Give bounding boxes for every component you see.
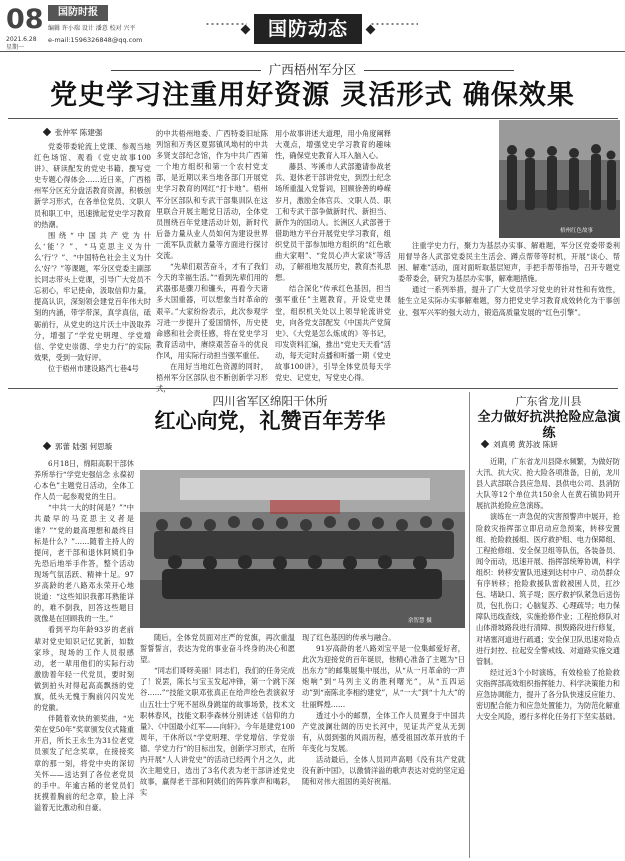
paragraph: 党委带委轮流上党课、参观当地红色场馆、观看《党史故事100讲》、研读配发的党史书籍、撰写党史专题心得体会……近日来，广西梧州军分区充分盘活教育资源，积极创新学习形式，在各单位党员、文职人员和职工中，迅速掀起党史学习教育的热潮。 (34, 142, 151, 229)
issue-date (6, 36, 37, 52)
issue-date-text: 2021.6.28 (6, 36, 37, 43)
section-title: 国防动态 (254, 14, 362, 44)
kicker-line-left (111, 70, 261, 71)
decorative-dots-left (205, 22, 247, 26)
paragraph: 近期，广东省龙川县降水频繁，为做好防大汛、抗大灾、抢大险各项准备，日前，龙川县人武部联合县应急局、县供电公司、县消防大队等12个单位共150余人在黄石镇协同开展抗洪抢险应急演练。 (476, 457, 620, 511)
divider-middle (8, 388, 618, 389)
paragraph: 位于梧州市建设路汽七巷4号 (48, 363, 139, 373)
story2-byline-text: 郭蕾 陆强 何思璇 (55, 442, 113, 451)
story2-column-1 (34, 458, 134, 856)
story2-column-3 (302, 632, 465, 856)
story1-byline (44, 128, 102, 138)
diamond-icon (43, 442, 51, 450)
paragraph: 藤县、岑溪市人武部邀请参战老兵、退休老干部讲党史，到烈士纪念场所重温入党誓词，回顾徐善的峥嵘岁月，激励全体官兵、文职人员、职工和专武干部争做新时代、新担当、新作为的国动人。长洲区人武部善于借助地方平台开展党史学习教育，组织党员干部参加地方组织的“红色歌曲大家唱”、“党员心声大家谈”等活动，了解祖地发展历史，教育杰礼思想。 (275, 162, 391, 283)
story3-kicker: 广东省龙川县 (515, 395, 582, 408)
soldiers-memorial-photo (499, 120, 620, 238)
paragraph: 6月18日，绵阳高职干部休养所举行“学党史强信念 永葆初心本色”主题党日活动，全体工作人员一起参观党的生日。 (34, 459, 134, 502)
contact-email: e-mail:1596326848@qq.com (48, 36, 143, 44)
paragraph: 看到平均年龄93岁的老前辈对党史知识记忆犹新，如数家珍，现场的工作人员很感动，老一辈用他们的实际行动激励着年轻一代党员，要时刻做到拍头对得起高高飘扬的党旗，低头无愧于胸前闪闪发光的党徽。 (34, 625, 134, 713)
story1-column-4-top (398, 128, 497, 240)
newspaper-logo: 国防时报 (48, 5, 108, 21)
story2-photo-caption: 余智慧 摄 (408, 618, 432, 624)
paragraph: 随后，全体党员面对庄严的党旗，再次重温誓誓誓言，表达为党的事业奋斗终身的决心和愿望。 (140, 633, 295, 665)
paragraph: “先辈们艰苦奋斗，才有了我们今天的幸福生活。”“看到先辈们用的武器那是骤刀和镰头，再看今天诸多大国重器，可以想象当时革命的艰辛。”大家纷纷表示，此次参观学习进一步提升了爱国情怀，历史使命感和社会责任感，将在党史学习教育活动中，赓续艰苦奋斗的优良作风，用实际行动担当强军重任。 (156, 262, 268, 360)
paragraph: 围绕“中国共产党为什么‘能’？”、“马克思主义为什么‘行’？”、“中国特色社会主义为什么‘好’？”等课题，军分区党委主副部长同志带头上党课，引导广大党员不忘初心，牢记使命，汲取信仰力量，提高认识，深刻领会建党百年伟大时刻的内涵，带学带深，真学真信，砥砺前行，从党史的这片沃土中汲取养分，增强了“学党史明理、学党增信、学党史崇德、学史力行”的实际效果，受到一致好评。 (34, 230, 151, 362)
diamond-icon (43, 128, 51, 136)
paragraph: “同志们哥呀美丽！同志们，我们的任务完成了！说罢，陈长与宝玉发起冲锋，第一个跳下深谷……”“技能文职邓张真正在给声绘色表演叙牙山五壮士宁死不屈纵身跳崖的故事场景，技术文职林春风，技能文职李森林分别讲述《信仰的力量》、《中国最小红军——向轩》。今年是建党100周年，干休所以“学党明理、学党增信、学党崇德、学党力行”的目标出发，创新学习形式，在所内开展“人人讲党史”的活动已经两个月之久，此次主题党日，选出了3名代表为老干部讲述党史故事，赢得老干部和阿姨们的阵阵掌声和喝彩，实 (140, 666, 295, 798)
story1-column-4 (398, 240, 620, 386)
paragraph: 活动最后，全体人员同声高唱《没有共产党就没有新中国》，以激情洋溢的歌声表达对党的坚定追随和对伟大祖国的美好祝福。 (302, 755, 465, 787)
paragraph: “中共一大的时间是？”“中共最早的马克思主义者是谁？”“党的最高理想和最终目标是什么？”……随着主持人的提问，老干部和退休阿姨们争先恐后地举手作答，整个活动现场气氛活跃、精神十足。97岁高龄的老八路邓永荣开心地说道：“这些知识我都耳熟能详的，难不倒我，回答这些题目就像是在回顾我的一生。” (34, 503, 134, 624)
story3-column-1 (476, 456, 620, 856)
story1-column-3 (275, 128, 391, 386)
story1-byline-text: 张仲军 陈建强 (55, 128, 103, 137)
story1-column-1 (34, 141, 151, 386)
page-number: 08 (6, 4, 44, 35)
paragraph: 经过近3个小时演练，有效检验了抢险救灾指挥部高效组织指挥能力、科学决策能力和应急协调能力，提升了各分队快速反应能力、密切配合能力和应急处置能力，为防范化解重大安全风险，遏行多样化任务打下坚实基础。 (476, 667, 620, 722)
story1-photo (499, 120, 620, 238)
story1-kicker-text: 广西梧州军分区 (268, 62, 357, 77)
divider-top (8, 118, 618, 119)
story3-byline-text: 刘真勇 黄苏波 陈妍 (493, 440, 558, 449)
paragraph: 用小故事讲述大道理，用小角度阐释大观点，增强党史学习教育的趣味性，确保党史教育入耳入脑入心。 (275, 129, 391, 161)
paragraph: 演练在一声急促的灾害预警声中展开，抢险救灾指挥部立即启动应急预案，转移安置组、抢险救援组、医疗救护组、电力保障组、工程抢修组、安全保卫组等队伍，各装备员、闻令而动，迅速开展、指挥部统筹协调，科学组织：转移安置队迅速到达村中户、动员群众有序转移；抢险救援队雷救被困人员，扛沙包、堵缺口、筑子堤；医疗救护队紧急后送伤员，包扎伤口；心脑复苏、心理疏导；电力保障队迅线查线，实施抢修作业；工程抢修队对山体滑坡路段进行清障、损毁路段进行修复，对堵塞河道进行疏通；安全保卫队迅速对险点进行封控、拉起安全警戒线、对道路实施交通管制。 (476, 512, 620, 666)
editors-line: 编辑 许小瑞 设计 潘意 校对 兴平 (48, 25, 136, 32)
story1-photo-caption: 梧州红色故事 (560, 228, 594, 234)
diamond-icon (481, 440, 489, 448)
story2-kicker: 四川省军区绵阳干休所 (212, 394, 328, 408)
story2-photo (140, 470, 465, 628)
column-separator (469, 392, 470, 858)
story2-column-2 (140, 632, 295, 856)
paragraph: 的中共梧州地委、广西特委旧址陈列馆和万秀区夏郢镇风坳村的中共多贤支部纪念馆，作为中共广西第一个地方组织和第一个农村党支部，是近期以来当地各部门开展党史学习教育的网红“打卡地”。梧州军分区部队和专武干部集训队在这里联合开展主题党日活动，全体党员围绕百年党建活动计划，新时代后备力量从业人员如何为建设世界一流军队贡献力量等方面进行探讨交流。 (156, 129, 268, 261)
kicker-line-right (364, 70, 514, 71)
story1-column-2 (156, 128, 268, 386)
story3-headline: 全力做好抗洪抢险应急演练 (477, 410, 621, 441)
issue-weekday: 星期一 (6, 44, 25, 51)
story2-headline: 红心向党，礼赞百年芳华 (154, 409, 386, 433)
decorative-dots-right (370, 22, 418, 26)
paragraph: 在用好当地红色资源的同时，梧州军分区部队也不断创新学习形 (156, 361, 268, 383)
story2-byline (44, 442, 112, 452)
story1-headline: 党史学习注重用好资源 灵活形式 确保效果 (50, 80, 575, 111)
story3-byline (482, 440, 558, 450)
paragraph: 伴随着欢快的颁奖曲，“光荣在党50年”奖章颁发仪式隆重开启，所长王永生为31位老党员颁发了纪念奖章，在接接奖章的那一刻，将党中央的深切关怀——送达到了各位老党员的手中。年逾古稀的老党员们抚摸着胸前的纪念章，脸上洋溢着无比激动和自豪。 (34, 714, 134, 812)
paragraph: 现了红色基因的传承与融合。 (302, 633, 396, 642)
paragraph: 透过小小的邮票，全体工作人员置身于中国共产党波澜壮阔的历史长河中，见证共产党从无到有，从弱到强的风雨历程，感受祖国改革开放的千年变化与发展。 (302, 710, 465, 753)
story1-kicker (0, 60, 625, 78)
paragraph: 注重学史力行，聚力为基层办实事、解难题，军分区党委带委利用督导各人武部党委民主生活会、蹲点帮带等时机，开展“谈心、帮困、解难”活动，面对面听取基层短声，手把手帮带指导，召开专题党委带委会，研究为基层办实事，解难题措施。 (398, 241, 620, 284)
paragraph: 91岁高龄的老八路刘宝平是一位集邮爱好者，此次为迎接党的百年诞辰，他精心准备了主题为“日出东方”的邮集展集中展出，从“从一月革命的一声炮响”到“马列主义的胜利曙光”，从“五四运动”到“南陈北李相约建党”，从“一大”到“十九大”的壮丽辉煌…… (302, 644, 465, 709)
paragraph: 通过一系列举措，提升了广大党员学习党史的针对性和有效性，能生立足实际办实事解难题，努力把党史学习教育成效转化为干事创业、强军兴军的强大动力，锻造高质量发展的“红色引擎”。 (398, 285, 620, 317)
paragraph: 结合深化“传承红色基因，担当强军重任”主题教育，开设党史课堂，组织机关处以上领导轮流讲党史，向各党支部配发《中国共产党简史》、《大党是怎么炼成的》等书记，印发资料汇编，推出“党史天天看”活动，每天定时点播和听播一期《党史故事100讲》，引导全体党员每天学党史、记党史，写党史心得。 (275, 284, 391, 383)
group-photo (140, 470, 465, 628)
